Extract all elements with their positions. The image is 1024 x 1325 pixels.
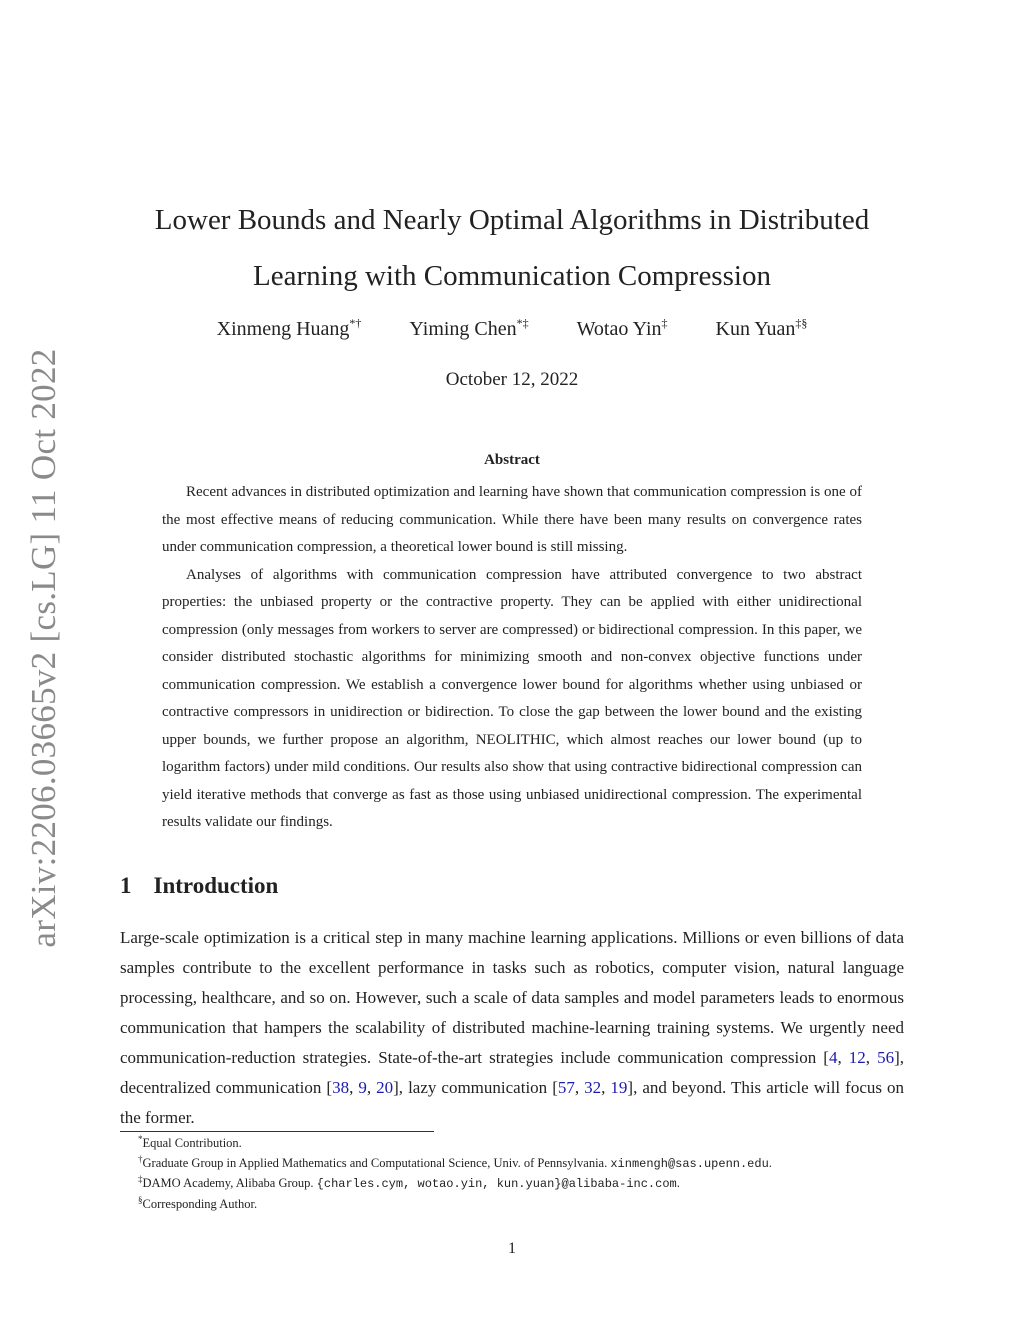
citation-link[interactable]: 56 xyxy=(877,1048,895,1067)
footnote-email[interactable]: {charles.cym, wotao.yin, kun.yuan}@alibaba-inc.com xyxy=(316,1177,677,1191)
author-affiliation-marks: *† xyxy=(349,316,362,330)
author-name: Kun Yuan xyxy=(715,318,796,340)
citation-link[interactable]: 38 xyxy=(332,1078,350,1097)
arxiv-identifier[interactable]: arXiv:2206.03665v2 [cs.LG] 11 Oct 2022 xyxy=(24,348,63,948)
footnote-text: Graduate Group in Applied Mathematics and Computational Science, Univ. of Pennsylvania. xyxy=(142,1155,611,1170)
section-number: 1 xyxy=(120,873,132,898)
footnote-1 xyxy=(138,1134,918,1154)
author-1 xyxy=(217,318,362,341)
footnote-mark: * xyxy=(138,1134,143,1144)
body-text: ], lazy communication [ xyxy=(393,1078,558,1097)
introduction-paragraph: Large-scale optimization is a critical step in many machine learning applications. Millions or even billions of data samples contribute to the excellent performance in tasks such as robotics, computer vision, natural language processing, healthcare, and so on. However, such a scale of data samples and model parameters leads to enormous communication that hampers the scalability of distributed machine-learning training systems. We urgently need communication-reduction strategies. State-of-the-art strategies include communication compression [4, 12, 56], decentralized communication [38, 9, 20], lazy communication [57, 32, 19], and beyond. This article will focus on the former. xyxy=(120,928,905,1127)
author-name: Yiming Chen xyxy=(409,318,517,340)
citation-link[interactable]: 32 xyxy=(584,1078,602,1097)
abstract-paragraph-2: Analyses of algorithms with communication compression have attributed convergence to two abstract properties: the unbiased property or the contractive property. They can be applied with either unidirectional compression (only messages from workers to server are compressed) or bidirectional compression. In this paper, we consider distributed stochastic algorithms for minimizing smooth and non-convex objective functions under communication compression. We establish a convergence lower bound for algorithms whether using unbiased or contractive compressors in unidirection or bidirection. To close the gap between the lower bound and the existing upper bounds, we further propose an algorithm, NEOLITHIC, which almost reaches our lower bound (up to logarithm factors) under mild conditions. Our results also show that using contractive bidirectional compression can yield iterative methods that converge as fast as those using unbiased unidirectional compression. The experimental results validate our findings. xyxy=(162,566,862,830)
citation-link[interactable]: 19 xyxy=(610,1078,628,1097)
footnote-text: Corresponding Author. xyxy=(142,1196,258,1211)
footnotes xyxy=(138,1134,918,1214)
paper-title xyxy=(110,192,914,304)
footnote-3 xyxy=(138,1174,918,1195)
citation-link[interactable]: 9 xyxy=(358,1078,367,1097)
author-name: Wotao Yin xyxy=(576,318,662,340)
body-text: ], and beyond. This article will focus on the former. xyxy=(120,1078,905,1127)
abstract-heading: Abstract xyxy=(484,452,540,468)
abstract-body xyxy=(162,479,862,837)
footnote-end: . xyxy=(768,1155,772,1170)
footnote-mark: † xyxy=(138,1153,143,1164)
footnote-text: Equal Contribution. xyxy=(142,1136,242,1150)
section-title: Introduction xyxy=(153,873,279,898)
section-heading-introduction xyxy=(120,873,278,899)
footnote-2 xyxy=(138,1154,918,1175)
page-number: 1 xyxy=(508,1240,516,1257)
author-list xyxy=(110,318,914,341)
title-line-1: Lower Bounds and Nearly Optimal Algorithms in Distributed xyxy=(154,204,870,236)
publication-date: October 12, 2022 xyxy=(445,369,579,390)
citation-link[interactable]: 4 xyxy=(828,1048,838,1067)
footnote-text: DAMO Academy, Alibaba Group. xyxy=(142,1176,317,1190)
title-line-2: Learning with Communication Compression xyxy=(253,260,771,292)
author-4 xyxy=(716,318,808,341)
citation-link[interactable]: 20 xyxy=(376,1078,394,1097)
body-text: ], decentralized communication [ xyxy=(120,1048,905,1097)
author-name: Xinmeng Huang xyxy=(216,318,350,340)
footnote-end: . xyxy=(676,1176,680,1190)
footnote-4 xyxy=(138,1195,918,1215)
footnote-mark: ‡ xyxy=(138,1174,143,1184)
author-affiliation-marks: ‡ xyxy=(661,316,668,330)
author-2 xyxy=(409,318,528,341)
footnote-divider xyxy=(120,1131,434,1132)
citation-link[interactable]: 12 xyxy=(848,1048,866,1067)
body-text: Large-scale optimization is a critical step in many machine learning applications. Millions or even billions of data samples contribute to the excellent performance in tasks such as robotics, computer vision, natural language processing, healthcare, and so on. However, such a scale of data samples and model parameters leads to enormous communication that hampers the scalability of distributed machine-learning training systems. We urgently need communication-reduction strategies. State-of-the-art strategies include communication compression [ xyxy=(120,928,904,1067)
author-affiliation-marks: ‡§ xyxy=(795,316,808,330)
abstract-paragraph-1: Recent advances in distributed optimization and learning have shown that communication compression is one of the most effective means of reducing communication. While there have been many results on convergence rates under communication compression, a theoretical lower bound is still missing. xyxy=(162,484,862,555)
citation-link[interactable]: 57 xyxy=(557,1078,575,1097)
author-affiliation-marks: *‡ xyxy=(516,316,529,330)
footnote-mark: § xyxy=(138,1194,143,1205)
footnote-email[interactable]: xinmengh@sas.upenn.edu xyxy=(610,1156,769,1171)
author-3 xyxy=(577,318,668,341)
